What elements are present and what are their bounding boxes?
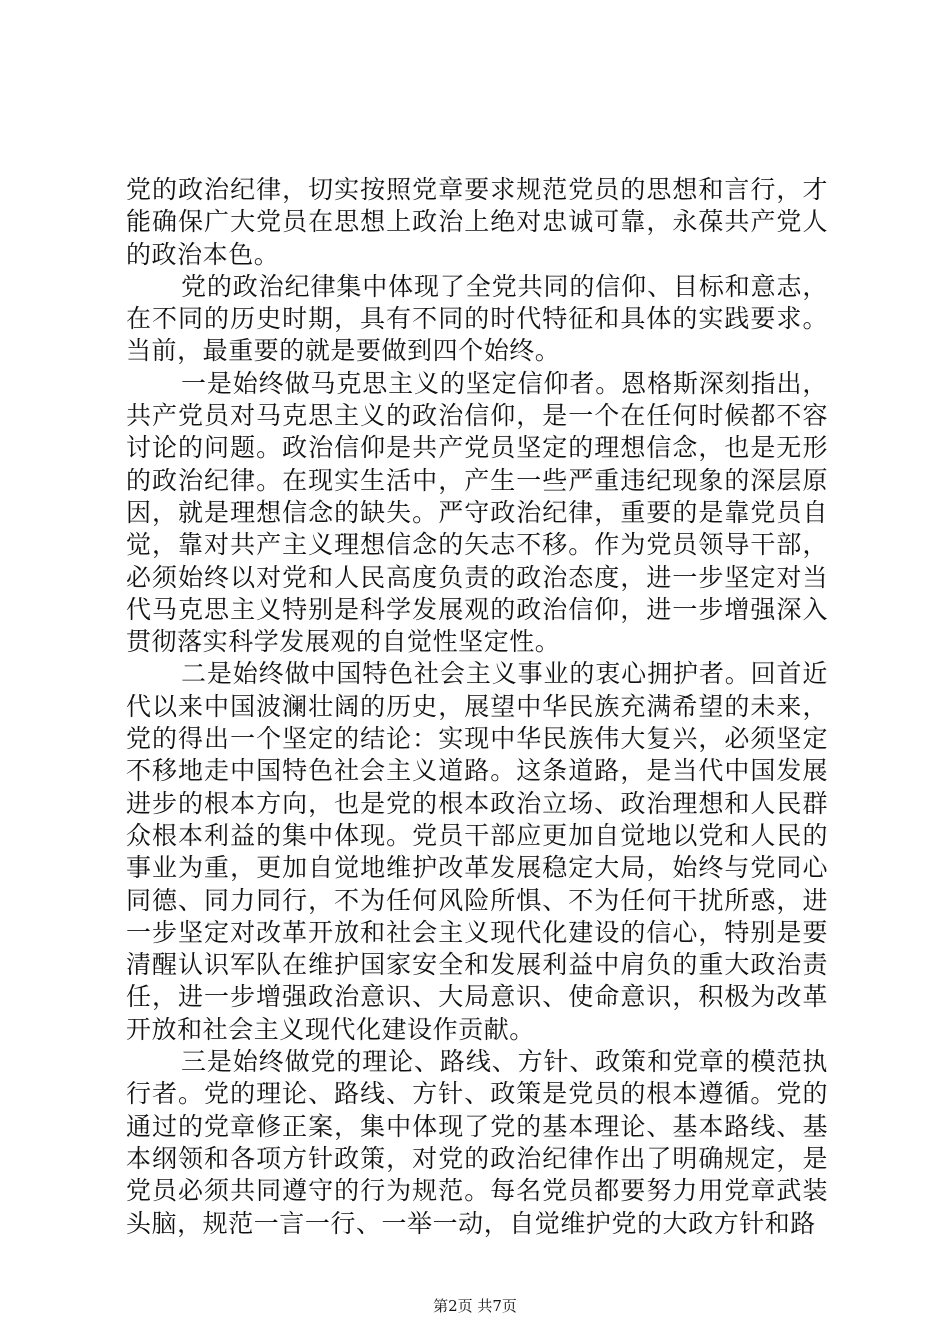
paragraph-socialism-supporter: 二是始终做中国特色社会主义事业的衷心拥护者。回首近代以来中国波澜壮阔的历史，展望中华民族充满希望的未来，党的得出一个坚定的结论：实现中华民族伟大复兴，必须坚定不移地走中国特色社会主义道路。这条道路，是当代中国发展进步的根本方向，也是党的根本政治立场、政治理想和人民群众根本利益的集中体现。党员干部应更加自觉地以党和人民的事业为重，更加自觉地维护改革发展稳定大局，始终与党同心同德、同力同行，不为任何风险所惧、不为任何干扰所惑，进一步坚定对改革开放和社会主义现代化建设的信心，特别是要清醒认识军队在维护国家安全和发展利益中肩负的重大政治责任，进一步增强政治意识、大局意识、使命意识，积极为改革开放和社会主义现代化建设作贡献。 <box>126 659 828 1044</box>
paragraph-political-discipline-overview: 党的政治纪律集中体现了全党共同的信仰、目标和意志，在不同的历史时期，具有不同的时代特征和具体的实践要求。当前，最重要的就是要做到四个始终。 <box>126 271 828 366</box>
paragraph-marxism-believer: 一是始终做马克思主义的坚定信仰者。恩格斯深刻指出，共产党员对马克思主义的政治信仰，是一个在任何时候都不容讨论的问题。政治信仰是共产党员坚定的理想信念，也是无形的政治纪律。在现实生活中，产生一些严重违纪现象的深层原因，就是理想信念的缺失。严守政治纪律，重要的是靠党员自觉，靠对共产主义理想信念的矢志不移。作为党员领导干部，必须始终以对党和人民高度负责的政治态度，进一步坚定对当代马克思主义特别是科学发展观的政治信仰，进一步增强深入贯彻落实科学发展观的自觉性坚定性。 <box>126 368 828 657</box>
paragraph-continuation: 党的政治纪律，切实按照党章要求规范党员的思想和言行，才能确保广大党员在思想上政治上绝对忠诚可靠，永葆共产党人的政治本色。 <box>126 175 828 269</box>
document-body <box>126 174 828 1240</box>
page-number-footer: 第2页 共7页 <box>433 1297 517 1315</box>
paragraph-party-charter-executor: 三是始终做党的理论、路线、方针、政策和党章的模范执行者。党的理论、路线、方针、政策是党员的根本遵循。党的通过的党章修正案，集中体现了党的基本理论、基本路线、基本纲领和各项方针政策，对党的政治纪律作出了明确规定，是党员必须共同遵守的行为规范。每名党员都要努力用党章武装头脑，规范一言一行、一举一动，自觉维护党的大政方针和路 <box>126 1047 828 1238</box>
